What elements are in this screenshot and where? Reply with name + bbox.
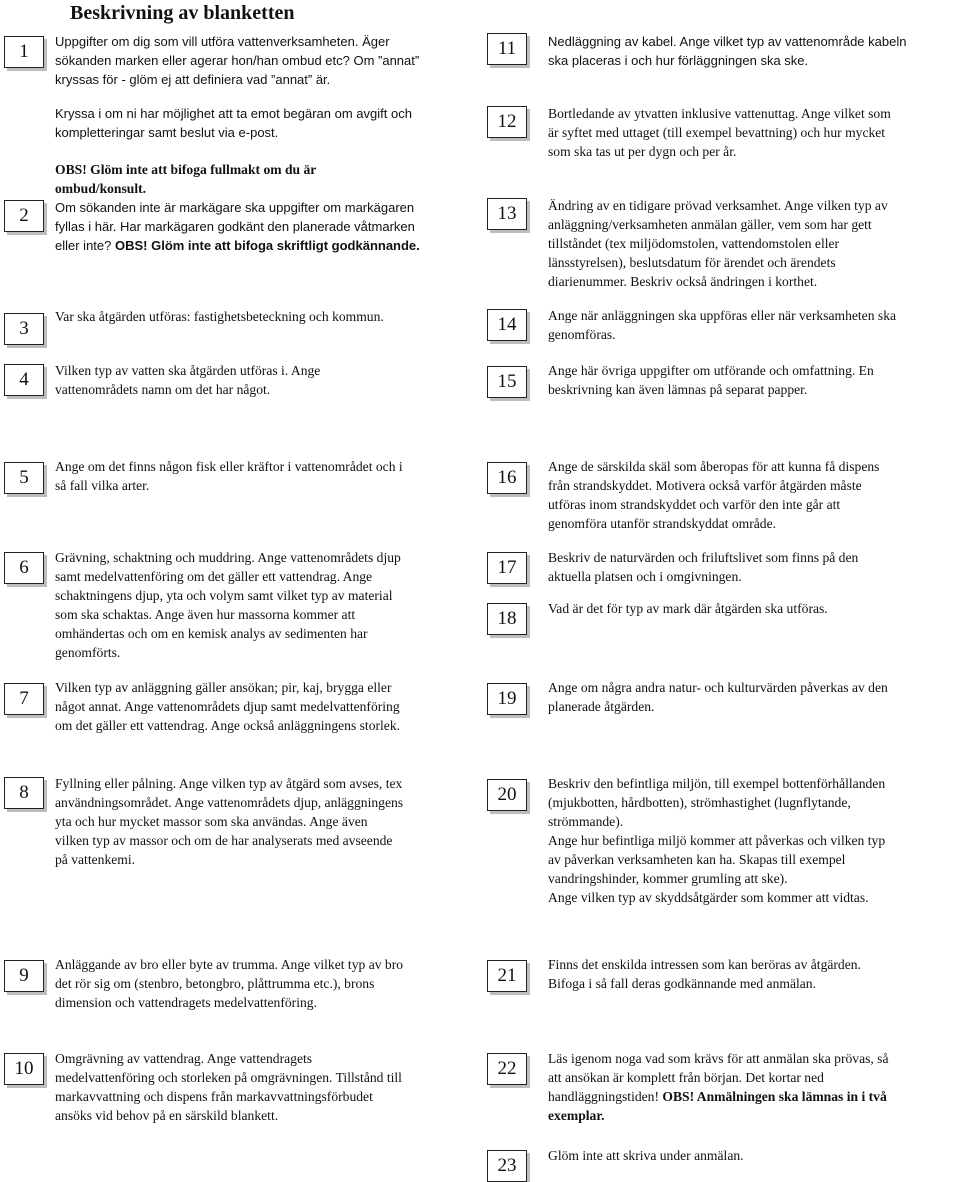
text-line: Ange de särskilda skäl som åberopas för att kunna få dispens [548, 459, 880, 474]
item-number-box [4, 462, 44, 494]
item-2-proxy-note [55, 160, 475, 198]
text-line: på vattenkemi. [55, 852, 136, 867]
item-2-email-note [55, 104, 475, 142]
text-line: aktuella platsen och i omgivningen. [548, 569, 742, 584]
item-number-box [487, 960, 527, 992]
text-line: diarienummer. Beskriv också ändringen i korthet. [548, 274, 818, 289]
text-line: Ange vilken typ av skyddsåtgärder som kommer att vidtas. [548, 890, 869, 905]
text-line: som ska tas ut per dygn och per år. [548, 144, 737, 159]
text-line: utföras inom strandskyddet och varför den inte går att [548, 497, 841, 512]
item-17-description [548, 548, 958, 586]
text-line: Ange om några andra natur- och kulturvärden påverkas av den [548, 680, 888, 695]
text-line: vilken typ av massor och om de har analyserats med avseende [55, 833, 393, 848]
text-line: Grävning, schaktning och muddring. Ange vattenområdets djup [55, 550, 401, 565]
text-line: Bifoga i så fall deras godkännande med anmälan. [548, 976, 817, 991]
text-line: omhändertas och om en kemisk analys av sedimenten har [55, 626, 368, 641]
item-22-description [548, 1049, 958, 1125]
text-line: yta och hur mycket massor som ska användas. Ange även [55, 814, 368, 829]
text-line: Finns det enskilda intressen som kan beröras av åtgärden. [548, 957, 861, 972]
item-number-box [487, 1053, 527, 1085]
text-line: Ange när anläggningen ska uppföras eller när verksamheten ska [548, 308, 897, 323]
item-number-box [4, 683, 44, 715]
text-line: beskrivning kan även lämnas på separat papper. [548, 382, 808, 397]
text-line: ska placeras i och hur förläggningen ska ske. [548, 53, 809, 68]
item-5-description [55, 457, 475, 495]
item-number-box [4, 1053, 44, 1085]
item-7-description [55, 678, 475, 735]
text-line: markavvattning och dispens från markavvattningsförbudet [55, 1089, 373, 1104]
text-line: om det gäller ett vattendrag. Ange också anläggningens storlek. [55, 718, 401, 733]
item-number: 7 [19, 688, 29, 709]
item-number: 2 [19, 205, 29, 226]
text-line: planerade åtgärden. [548, 699, 655, 714]
item-number: 21 [497, 965, 517, 986]
text-line: användningsområdet. Ange vattenområdets djup, anläggningens [55, 795, 404, 810]
item-number-box [4, 960, 44, 992]
text-line: Ändring av en tidigare prövad verksamhet. Ange vilken typ av [548, 198, 888, 213]
text-line: Läs igenom noga vad som krävs för att anmälan ska prövas, så [548, 1051, 889, 1066]
item-number: 22 [497, 1058, 517, 1079]
item-number-box [487, 552, 527, 584]
text-line: det rör sig om (stenbro, betongbro, plåttrumma etc.), brons [55, 976, 375, 991]
item-20-description [548, 774, 958, 907]
item-2-landowner-note [55, 198, 475, 255]
item-number-box [4, 777, 44, 809]
text-line: (mjukbotten, hårdbotten), strömhastighet (lugnflytande, [548, 795, 851, 810]
item-14-description [548, 306, 958, 344]
item-number-box [487, 366, 527, 398]
text-line: från strandskyddet. Motivera också varför åtgärden måste [548, 478, 862, 493]
text-line: medelvattenföring och storleken på omgrävningen. Tillstånd till [55, 1070, 402, 1085]
item-number: 3 [19, 318, 29, 339]
item-number: 18 [497, 608, 517, 629]
item-number-box [4, 364, 44, 396]
text-line: genomföras. [548, 327, 616, 342]
text-line: Omgrävning av vattendrag. Ange vattendragets [55, 1051, 313, 1066]
item-number-box [4, 200, 44, 232]
item-number-box [487, 106, 527, 138]
item-number: 17 [497, 557, 517, 578]
text-line: Uppgifter om dig som vill utföra vattenverksamheten. Äger [55, 34, 390, 49]
text-line: Ange om det finns någon fisk eller kräftor i vattenområdet och i [55, 459, 403, 474]
text-line: genomföra utanför strandskyddat område. [548, 516, 777, 531]
item-number: 13 [497, 203, 517, 224]
text-line: Ange hur befintliga miljö kommer att påverkas och vilken typ [548, 833, 886, 848]
item-number-box [487, 779, 527, 811]
text-line: fyllas i här. Har markägaren godkänt den planerade våtmarken [55, 219, 415, 234]
text-line: Nedläggning av kabel. Ange vilket typ av vattenområde kabeln [548, 34, 907, 49]
text-line: vattenområdets namn om det har något. [55, 382, 271, 397]
text-line: kryssas för - glöm ej att definiera vad ”annat” är. [55, 72, 331, 87]
item-number-box [487, 462, 527, 494]
item-16-description [548, 457, 958, 533]
item-number: 8 [19, 782, 29, 803]
item-18-description: Vad är det för typ av mark där åtgärden ska utföras. [548, 601, 828, 616]
item-12-description [548, 104, 958, 161]
item-number-box [487, 198, 527, 230]
text-line: länsstyrelsen), beslutsdatum för ärendet och ärendets [548, 255, 836, 270]
text-line: genomförts. [55, 645, 121, 660]
item-3-description: Var ska åtgärden utföras: fastighetsbeteckning och kommun. [55, 309, 384, 324]
text-line: något annat. Ange vattenområdets djup samt medelvattenföring [55, 699, 400, 714]
item-1-description [55, 32, 475, 89]
item-number: 15 [497, 371, 517, 392]
text-line: strömmande). [548, 814, 624, 829]
item-10-description [55, 1049, 475, 1125]
item-number: 11 [497, 38, 517, 59]
text-line: att ansökan är komplett från början. Det kortar ned [548, 1070, 824, 1085]
text-line: är syftet med uttaget (till exempel bevattning) och hur mycket [548, 125, 886, 140]
item-8-description [55, 774, 475, 869]
text-line: Beskriv den befintliga miljön, till exempel bottenförhållanden [548, 776, 886, 791]
text-line: handläggningstiden! [548, 1089, 663, 1104]
text-line: dimension och vattendragets medelvattenföring. [55, 995, 317, 1010]
item-9-description [55, 955, 475, 1012]
item-number: 12 [497, 111, 517, 132]
item-6-description [55, 548, 475, 662]
text-line: Bortledande av ytvatten inklusive vattenuttag. Ange vilket som [548, 106, 891, 121]
item-number-box [487, 33, 527, 65]
text-line: tillståndet (tex miljödomstolen, vattendomstolen eller [548, 236, 840, 251]
item-number: 10 [14, 1058, 34, 1079]
item-number: 6 [19, 557, 29, 578]
text-line: Om sökanden inte är markägare ska uppgifter om markägaren [55, 200, 415, 215]
text-line: schaktningens djup, yta och volym samt vilket typ av material [55, 588, 393, 603]
page-title: Beskrivning av blanketten [70, 2, 295, 24]
item-number: 16 [497, 467, 517, 488]
item-number-box [487, 1150, 527, 1182]
text-line: vandringshinder, kommer grumling att ske). [548, 871, 788, 886]
item-21-description [548, 955, 958, 993]
item-number: 4 [19, 369, 29, 390]
item-23-description: Glöm inte att skriva under anmälan. [548, 1148, 744, 1163]
item-number: 19 [497, 688, 517, 709]
obs-approval-note: OBS! Glöm inte att bifoga skriftligt godkännande. [114, 238, 420, 253]
text-line: Beskriv de naturvärden och friluftslivet som finns på den [548, 550, 859, 565]
item-number: 14 [497, 314, 517, 335]
text-line: sökanden marken eller agerar hon/han ombud etc? Om ”annat” [55, 53, 420, 68]
text-line: eller inte? [55, 238, 115, 253]
text-line: Fyllning eller pålning. Ange vilken typ av åtgärd som avses, tex [55, 776, 403, 791]
text-line: av påverkan verksamheten kan ha. Skapas till exempel [548, 852, 846, 867]
text-line: Ange här övriga uppgifter om utförande och omfattning. En [548, 363, 874, 378]
item-number: 1 [19, 41, 29, 62]
item-number: 9 [19, 965, 29, 986]
item-number-box [487, 683, 527, 715]
text-line: OBS! Glöm inte att bifoga fullmakt om du är [55, 162, 317, 177]
item-13-description [548, 196, 958, 291]
item-19-description [548, 678, 958, 716]
text-line: Vilken typ av anläggning gäller ansökan; pir, kaj, brygga eller [55, 680, 392, 695]
item-number-box [4, 36, 44, 68]
text-line: ansöks vid behov på en särskild blankett. [55, 1108, 279, 1123]
text-line: som ska schaktas. Ange även hur massorna kommer att [55, 607, 356, 622]
item-15-description [548, 361, 958, 399]
item-number-box [487, 603, 527, 635]
item-number-box [4, 313, 44, 345]
text-line: samt medelvattenföring om det gäller ett vattendrag. Ange [55, 569, 373, 584]
text-line: Vilken typ av vatten ska åtgärden utföras i. Ange [55, 363, 321, 378]
text-line: Anläggande av bro eller byte av trumma. Ange vilket typ av bro [55, 957, 404, 972]
text-line: så fall vilka arter. [55, 478, 150, 493]
obs-submission-note: OBS! Anmälningen ska lämnas in i två [662, 1089, 887, 1104]
item-number-box [487, 309, 527, 341]
text-line: ombud/konsult. [55, 181, 147, 196]
item-11-description [548, 32, 958, 70]
text-line: Kryssa i om ni har möjlighet att ta emot begäran om avgift och [55, 106, 412, 121]
text-line: anläggning/verksamheten anmälan gäller, vem som har gett [548, 217, 872, 232]
item-number-box [4, 552, 44, 584]
item-number: 20 [497, 784, 517, 805]
item-number: 23 [497, 1155, 517, 1176]
item-number: 5 [19, 467, 29, 488]
item-4-description [55, 361, 475, 399]
text-line: kompletteringar samt beslut via e-post. [55, 125, 279, 140]
obs-submission-note: exemplar. [548, 1108, 605, 1123]
